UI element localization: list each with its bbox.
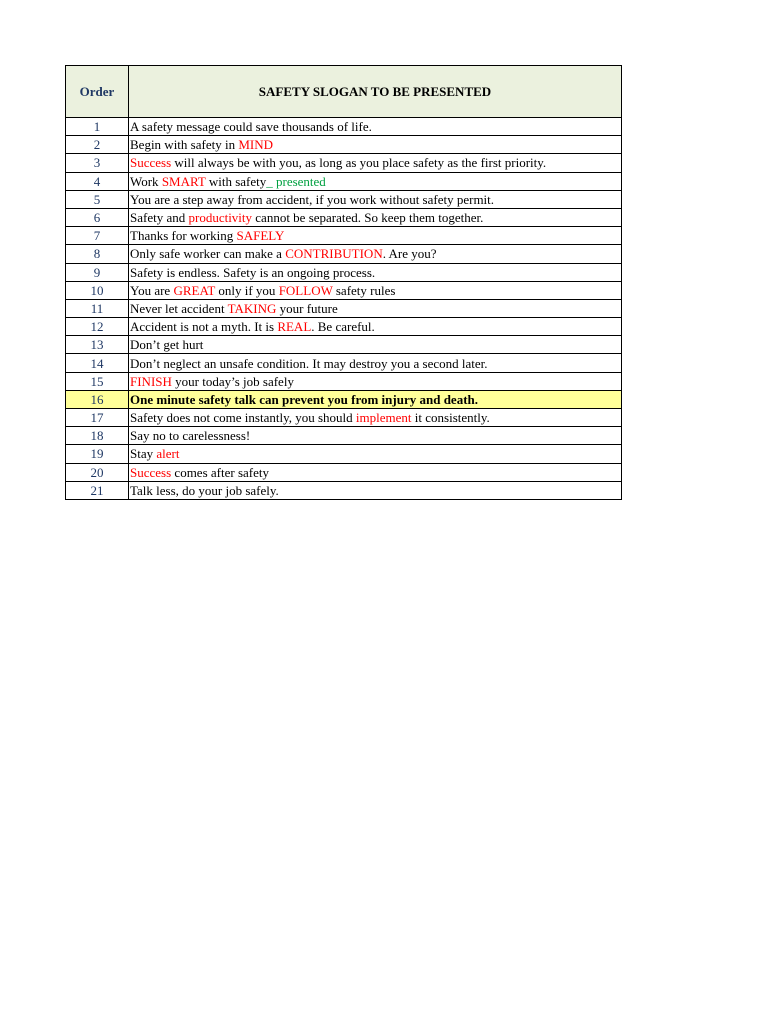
- table-row: [66, 481, 622, 499]
- table-row: [66, 172, 622, 190]
- order-number-cell[interactable]: 15: [66, 372, 129, 390]
- header-row: [66, 66, 622, 118]
- spreadsheet-page: [65, 65, 621, 500]
- slogan-text: Safety is endless. Safety is an ongoing process.: [130, 264, 376, 280]
- slogan-column-header: SAFETY SLOGAN TO BE PRESENTED: [129, 66, 622, 118]
- slogan-cell[interactable]: [129, 245, 622, 263]
- slogan-text: your today’s job safely: [171, 373, 294, 389]
- order-number-cell[interactable]: 13: [66, 336, 129, 354]
- slogan-text: it consistently.: [411, 410, 490, 426]
- order-number-cell[interactable]: 5: [66, 190, 129, 208]
- table-row: [66, 390, 622, 408]
- table-row: [66, 154, 622, 172]
- slogan-cell[interactable]: [129, 299, 622, 317]
- slogan-keyword-red: productivity: [188, 210, 253, 226]
- slogan-text: Safety and: [130, 210, 189, 226]
- slogan-cell[interactable]: [129, 118, 622, 136]
- slogan-keyword-red: FOLLOW: [278, 282, 333, 298]
- table-row: [66, 136, 622, 154]
- table-row: [66, 463, 622, 481]
- slogan-text: only if you: [215, 282, 279, 298]
- order-number-cell[interactable]: 14: [66, 354, 129, 372]
- table-row: [66, 354, 622, 372]
- slogan-keyword-red: Success: [130, 464, 172, 480]
- order-number-cell[interactable]: 12: [66, 318, 129, 336]
- slogan-text: . Are you?: [382, 246, 437, 262]
- slogan-text: . Be careful.: [311, 319, 375, 335]
- order-number-cell[interactable]: 18: [66, 427, 129, 445]
- slogan-text: You are a step away from accident, if you work without safety permit.: [130, 191, 495, 207]
- slogan-text: Say no to carelessness!: [130, 428, 251, 444]
- slogan-cell[interactable]: [129, 372, 622, 390]
- slogan-keyword-red: SAFELY: [236, 228, 285, 244]
- slogan-text: Only safe worker can make a: [130, 246, 286, 262]
- table-row: [66, 427, 622, 445]
- table-row: [66, 208, 622, 226]
- slogan-cell[interactable]: [129, 336, 622, 354]
- table-row: [66, 263, 622, 281]
- order-number-cell[interactable]: 10: [66, 281, 129, 299]
- table-row: [66, 445, 622, 463]
- slogan-keyword-red: GREAT: [173, 282, 216, 298]
- slogan-text: with safety: [205, 173, 267, 189]
- slogan-cell[interactable]: [129, 445, 622, 463]
- slogan-text: Safety does not come instantly, you should: [130, 410, 356, 426]
- slogan-cell[interactable]: [129, 208, 622, 226]
- slogan-cell[interactable]: [129, 263, 622, 281]
- slogan-keyword-red: CONTRIBUTION: [285, 246, 383, 262]
- order-number-cell[interactable]: 19: [66, 445, 129, 463]
- order-number-cell[interactable]: 6: [66, 208, 129, 226]
- order-number-cell[interactable]: 17: [66, 409, 129, 427]
- slogan-keyword-red: implement: [355, 410, 412, 426]
- slogan-keyword-red: MIND: [238, 137, 273, 153]
- slogan-keyword-red: FINISH: [130, 373, 172, 389]
- slogan-text: Thanks for working: [130, 228, 237, 244]
- slogan-keyword-red: SMART: [161, 173, 206, 189]
- table-row: [66, 299, 622, 317]
- slogan-cell[interactable]: [129, 463, 622, 481]
- order-number-cell[interactable]: 7: [66, 227, 129, 245]
- slogan-text: You are: [130, 282, 174, 298]
- safety-slogan-table: [65, 65, 622, 500]
- slogan-text: Begin with safety in: [130, 137, 239, 153]
- slogan-cell[interactable]: [129, 227, 622, 245]
- table-row: [66, 281, 622, 299]
- slogan-text: Talk less, do your job safely.: [130, 482, 279, 498]
- order-number-cell[interactable]: 4: [66, 172, 129, 190]
- order-number-cell[interactable]: 2: [66, 136, 129, 154]
- slogan-text: will always be with you, as long as you place safety as the first priority.: [171, 155, 547, 171]
- slogan-text: comes after safety: [171, 464, 269, 480]
- slogan-cell[interactable]: [129, 318, 622, 336]
- slogan-cell[interactable]: [129, 354, 622, 372]
- slogan-text: Don’t neglect an unsafe condition. It may destroy you a second later.: [130, 355, 488, 371]
- slogan-text: Work: [130, 173, 162, 189]
- slogan-cell[interactable]: [129, 409, 622, 427]
- slogan-text: A safety message could save thousands of life.: [130, 119, 372, 135]
- table-row: [66, 118, 622, 136]
- table-row: [66, 190, 622, 208]
- slogan-keyword-red: Success: [130, 155, 172, 171]
- slogan-cell[interactable]: [129, 154, 622, 172]
- table-row: [66, 336, 622, 354]
- slogan-cell[interactable]: [129, 136, 622, 154]
- order-column-header: Order: [66, 66, 129, 118]
- table-row: [66, 245, 622, 263]
- order-number-cell[interactable]: 1: [66, 118, 129, 136]
- table-row: [66, 409, 622, 427]
- slogan-cell[interactable]: [129, 281, 622, 299]
- order-number-cell[interactable]: 16: [66, 390, 129, 408]
- order-number-cell[interactable]: 8: [66, 245, 129, 263]
- slogan-text: One minute safety talk can prevent you from injury and death.: [130, 391, 478, 407]
- table-row: [66, 372, 622, 390]
- slogan-text: your future: [276, 300, 338, 316]
- slogan-text: cannot be separated. So keep them together.: [252, 210, 484, 226]
- slogan-keyword-red: REAL: [277, 319, 312, 335]
- slogan-cell[interactable]: [129, 390, 622, 408]
- slogan-cell[interactable]: [129, 427, 622, 445]
- slogan-cell[interactable]: [129, 481, 622, 499]
- slogan-keyword-red: TAKING: [227, 300, 277, 316]
- order-number-cell[interactable]: 20: [66, 463, 129, 481]
- table-body: [66, 118, 622, 500]
- table-header: [66, 66, 622, 118]
- slogan-text: Accident is not a myth. It is: [130, 319, 278, 335]
- slogan-cell[interactable]: [129, 190, 622, 208]
- order-number-cell[interactable]: 11: [66, 299, 129, 317]
- slogan-text: Don’t get hurt: [130, 337, 204, 353]
- slogan-text: Never let accident: [130, 300, 228, 316]
- slogan-text: safety rules: [332, 282, 396, 298]
- slogan-keyword-green: _ presented: [266, 173, 326, 189]
- table-row: [66, 318, 622, 336]
- table-row: [66, 227, 622, 245]
- slogan-keyword-red: alert: [156, 446, 180, 462]
- slogan-cell[interactable]: [129, 172, 622, 190]
- order-number-cell[interactable]: 9: [66, 263, 129, 281]
- order-number-cell[interactable]: 21: [66, 481, 129, 499]
- slogan-text: Stay: [130, 446, 157, 462]
- order-number-cell[interactable]: 3: [66, 154, 129, 172]
